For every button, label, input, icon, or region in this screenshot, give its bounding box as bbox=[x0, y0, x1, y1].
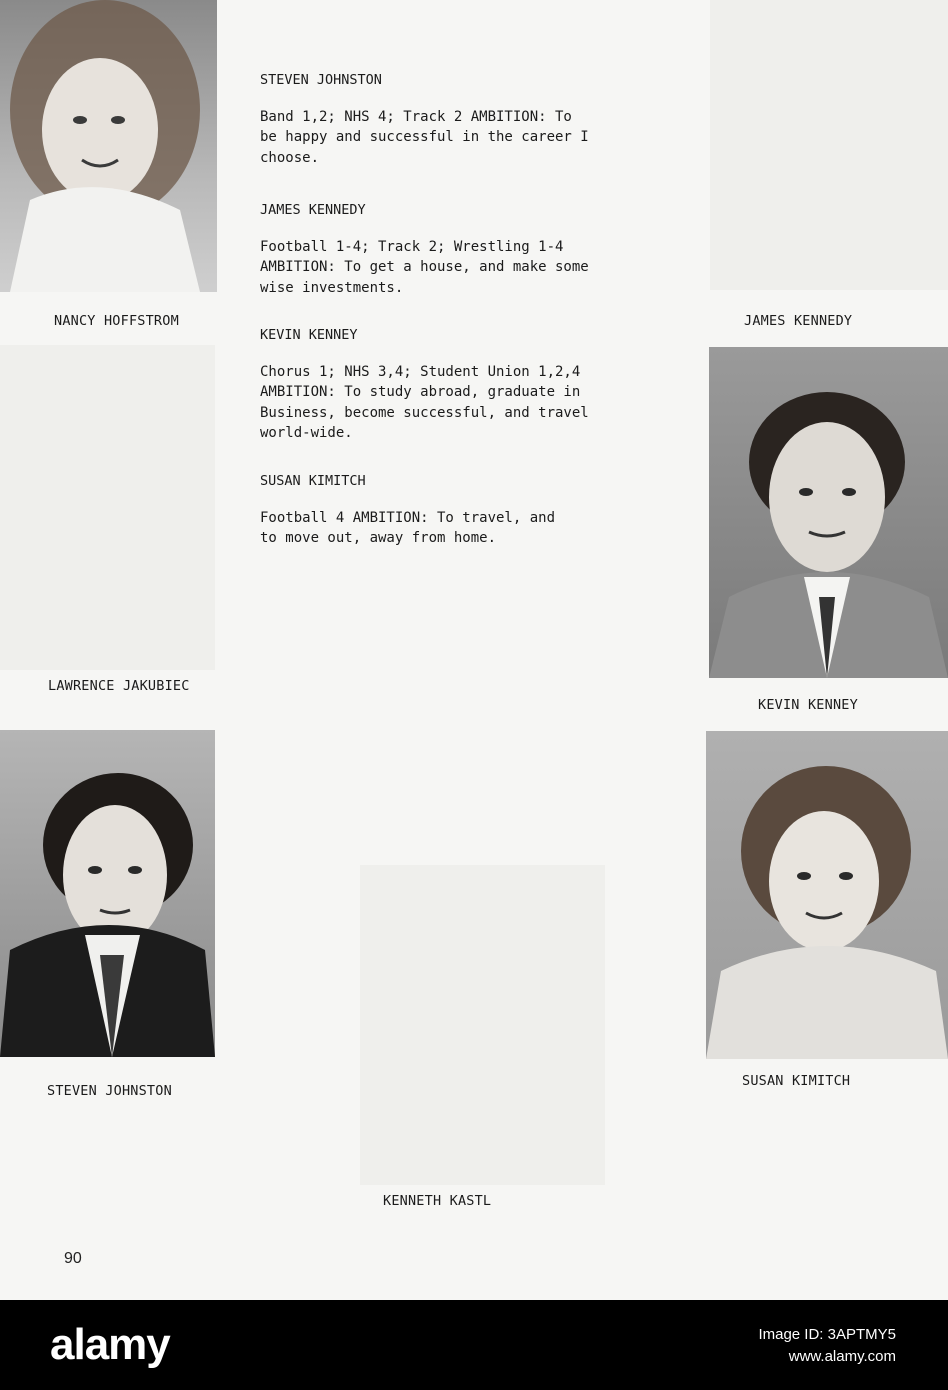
caption-nancy-hoffstrom: NANCY HOFFSTROM bbox=[54, 313, 179, 329]
alamy-logo: alamy bbox=[50, 1320, 170, 1369]
image-id-block bbox=[758, 1324, 896, 1368]
bio-text: Football 4 AMBITION: To travel, and to move out, away from home. bbox=[260, 509, 556, 546]
stock-footer-bar bbox=[0, 1300, 948, 1390]
page-number: 90 bbox=[64, 1250, 82, 1267]
caption-kenneth-kastl: KENNETH KASTL bbox=[383, 1193, 492, 1209]
caption-susan-kimitch: SUSAN KIMITCH bbox=[742, 1073, 851, 1089]
bio-james-kennedy bbox=[260, 200, 690, 298]
portrait-steven-johnston bbox=[0, 730, 215, 1057]
caption-james-kennedy: JAMES KENNEDY bbox=[744, 313, 853, 329]
portrait-james-kennedy bbox=[709, 347, 948, 678]
caption-kevin-kenney: KEVIN KENNEY bbox=[758, 697, 858, 713]
bio-name: KEVIN KENNEY bbox=[260, 327, 358, 343]
bio-name: STEVEN JOHNSTON bbox=[260, 72, 382, 88]
bio-text: Band 1,2; NHS 4; Track 2 AMBITION: To be happy and successful in the career I choose. bbox=[260, 108, 589, 166]
faded-right-column bbox=[710, 0, 948, 290]
site-url: www.alamy.com bbox=[788, 1348, 896, 1365]
portrait-nancy-hoffstrom bbox=[0, 0, 217, 292]
bio-steven-johnston bbox=[260, 70, 690, 168]
empty-photo-slot-lawrence bbox=[0, 345, 215, 670]
bio-text: Chorus 1; NHS 3,4; Student Union 1,2,4 AMBITION: To study abroad, graduate in Business, become successful, and travel world-wide. bbox=[260, 363, 589, 441]
image-id: Image ID: 3APTMY5 bbox=[758, 1326, 896, 1343]
empty-photo-slot-kenneth bbox=[360, 865, 605, 1185]
bio-text: Football 1-4; Track 2; Wrestling 1-4 AMBITION: To get a house, and make some wise investments. bbox=[260, 238, 589, 296]
bio-name: JAMES KENNEDY bbox=[260, 202, 366, 218]
bio-kevin-kenney bbox=[260, 325, 690, 444]
bio-susan-kimitch bbox=[260, 471, 690, 549]
caption-steven-johnston: STEVEN JOHNSTON bbox=[47, 1083, 172, 1099]
bio-name: SUSAN KIMITCH bbox=[260, 473, 366, 489]
portrait-susan-kimitch bbox=[706, 731, 948, 1059]
caption-lawrence-jakubiec: LAWRENCE JAKUBIEC bbox=[48, 678, 190, 694]
